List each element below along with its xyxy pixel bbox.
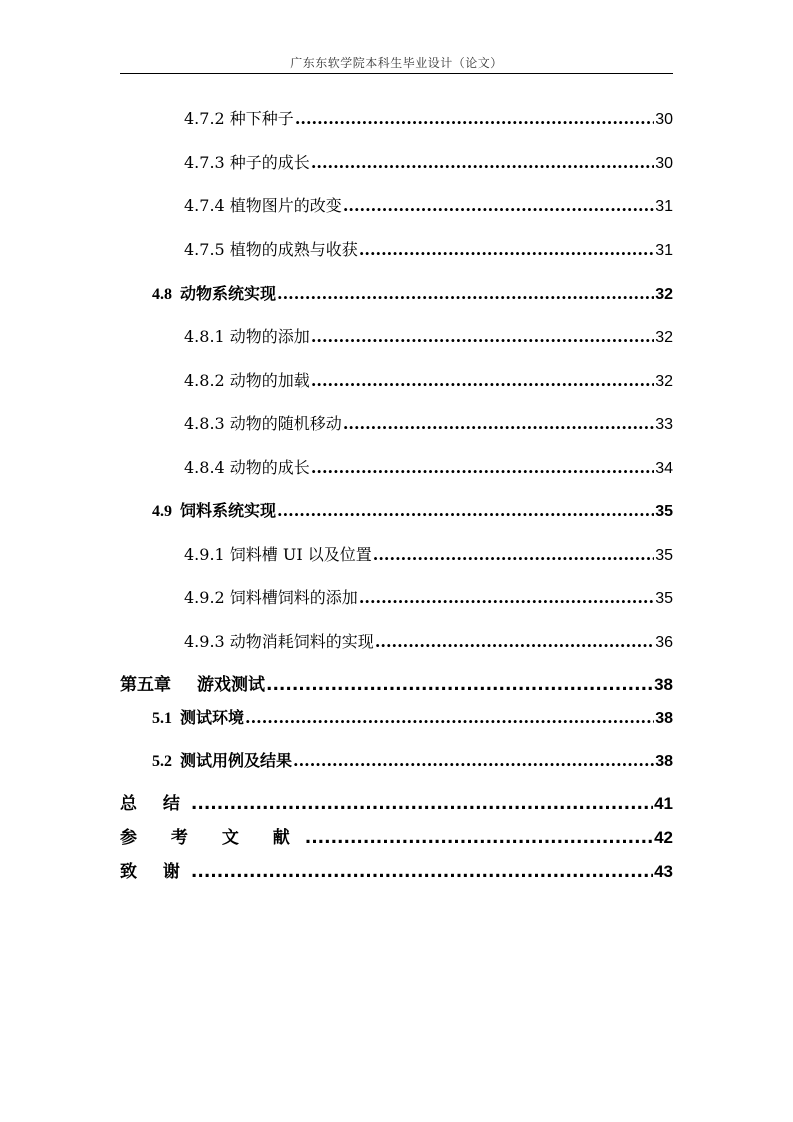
toc-label: 4.8.3 动物的随机移动 bbox=[184, 414, 342, 433]
toc-page-number: 31 bbox=[655, 198, 673, 215]
section-title: 饲料系统实现 bbox=[180, 501, 277, 520]
section-number: 4.9 bbox=[152, 503, 172, 520]
toc-leader bbox=[359, 588, 654, 607]
toc-entry-4-9[interactable] bbox=[152, 498, 673, 522]
toc-label: 4.7.5 植物的成熟与收获 bbox=[184, 240, 358, 259]
chapter-title: 游戏测试 bbox=[197, 675, 265, 695]
page-header: 广东东软学院本科生毕业设计（论文） bbox=[290, 56, 503, 70]
toc-page-number: 30 bbox=[655, 155, 673, 172]
toc-entry-summary[interactable] bbox=[120, 789, 673, 813]
header-rule bbox=[120, 73, 673, 74]
toc-label: 致 谢 bbox=[120, 862, 190, 882]
toc-leader bbox=[375, 632, 654, 651]
toc-entry-4-9-2[interactable] bbox=[184, 585, 673, 609]
toc-leader bbox=[191, 862, 653, 882]
toc-entry-4-7-5[interactable] bbox=[184, 237, 673, 261]
toc-leader bbox=[191, 794, 653, 814]
toc-page-number: 41 bbox=[654, 794, 673, 813]
toc-entry-4-8-1[interactable] bbox=[184, 324, 673, 348]
toc-page-number: 38 bbox=[654, 675, 673, 694]
toc-entry-4-7-2[interactable] bbox=[184, 106, 673, 130]
toc-leader bbox=[245, 708, 654, 727]
toc-leader bbox=[277, 284, 654, 303]
toc-page-number: 32 bbox=[655, 373, 673, 390]
toc-leader bbox=[305, 828, 653, 848]
section-title: 测试用例及结果 bbox=[180, 751, 293, 770]
toc-entry-chapter-5[interactable] bbox=[120, 670, 673, 694]
section-title: 动物系统实现 bbox=[180, 284, 277, 303]
toc-entry-4-9-3[interactable] bbox=[184, 629, 673, 653]
toc-entry-4-8-3[interactable] bbox=[184, 411, 673, 435]
toc-label bbox=[152, 498, 276, 521]
toc-leader bbox=[311, 327, 654, 346]
toc-label: 4.8.2 动物的加载 bbox=[184, 371, 310, 390]
toc-page-number: 43 bbox=[654, 862, 673, 881]
toc-leader bbox=[266, 675, 653, 695]
toc-label: 4.7.2 种下种子 bbox=[184, 109, 294, 128]
toc-page-number: 42 bbox=[654, 828, 673, 847]
toc-leader bbox=[277, 501, 654, 520]
toc-leader bbox=[311, 458, 654, 477]
toc-leader bbox=[343, 414, 654, 433]
toc-entry-4-8-2[interactable] bbox=[184, 368, 673, 392]
toc-page-number: 38 bbox=[655, 710, 673, 727]
toc-entry-4-8[interactable] bbox=[152, 281, 673, 305]
toc-entry-5-1[interactable] bbox=[152, 705, 673, 729]
toc-entry-5-2[interactable] bbox=[152, 748, 673, 772]
toc-page-number: 35 bbox=[655, 547, 673, 564]
toc-label: 参 考 文 献 bbox=[120, 828, 304, 848]
toc-leader bbox=[311, 153, 654, 172]
toc-entry-4-7-4[interactable] bbox=[184, 193, 673, 217]
toc-label: 4.9.1 饲料槽 UI 以及位置 bbox=[184, 545, 372, 564]
toc-page-number: 31 bbox=[655, 242, 673, 259]
toc-leader bbox=[359, 240, 654, 259]
toc-leader bbox=[311, 371, 654, 390]
section-number: 5.2 bbox=[152, 753, 172, 770]
toc-label bbox=[152, 705, 244, 728]
toc-page-number: 35 bbox=[655, 590, 673, 607]
chapter-number: 第五章 bbox=[120, 675, 171, 695]
toc-entry-acknowledgements[interactable] bbox=[120, 857, 673, 881]
toc-label: 4.7.4 植物图片的改变 bbox=[184, 196, 342, 215]
toc-label: 4.8.1 动物的添加 bbox=[184, 327, 310, 346]
toc-page-number: 30 bbox=[655, 111, 673, 128]
toc-page-number: 33 bbox=[655, 416, 673, 433]
section-number: 4.8 bbox=[152, 286, 172, 303]
toc-label: 4.8.4 动物的成长 bbox=[184, 458, 310, 477]
toc-leader bbox=[295, 109, 654, 128]
toc-entry-4-7-3[interactable] bbox=[184, 150, 673, 174]
section-title: 测试环境 bbox=[180, 708, 245, 727]
toc-label bbox=[152, 748, 292, 771]
toc-leader bbox=[343, 196, 654, 215]
toc-page-number: 38 bbox=[655, 753, 673, 770]
toc-label: 4.7.3 种子的成长 bbox=[184, 153, 310, 172]
toc-label bbox=[120, 670, 265, 695]
toc-label bbox=[152, 281, 276, 304]
toc-entry-references[interactable] bbox=[120, 823, 673, 847]
toc-entry-4-8-4[interactable] bbox=[184, 455, 673, 479]
toc-label: 4.9.3 动物消耗饲料的实现 bbox=[184, 632, 374, 651]
toc-entry-4-9-1[interactable] bbox=[184, 542, 673, 566]
toc-label: 4.9.2 饲料槽饲料的添加 bbox=[184, 588, 358, 607]
toc-leader bbox=[293, 751, 654, 770]
toc-page-number: 36 bbox=[655, 634, 673, 651]
toc-leader bbox=[373, 545, 654, 564]
toc-page-number: 32 bbox=[655, 286, 673, 303]
toc-page-number: 34 bbox=[655, 460, 673, 477]
section-number: 5.1 bbox=[152, 710, 172, 727]
toc-label: 总 结 bbox=[120, 794, 190, 814]
toc-page-number: 35 bbox=[655, 503, 673, 520]
toc-page-number: 32 bbox=[655, 329, 673, 346]
